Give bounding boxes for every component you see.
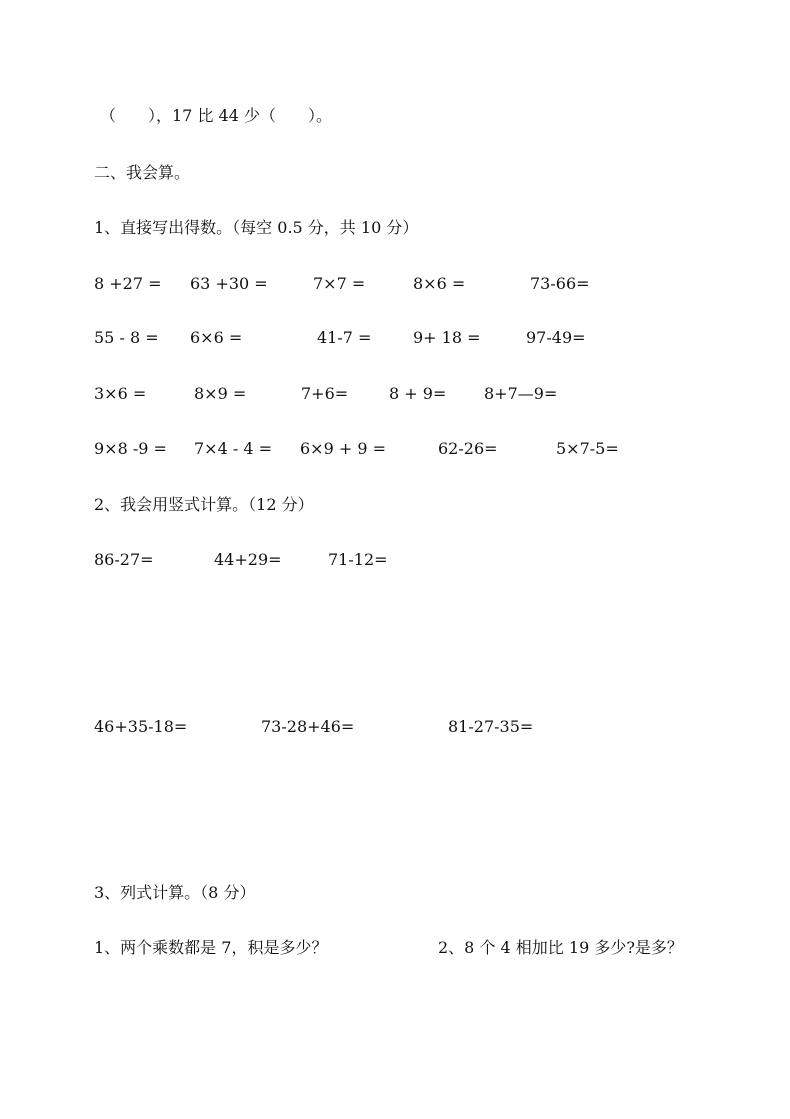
expr-r4-c4: 62-26= bbox=[438, 439, 498, 458]
expr-r2-c1: 55 - 8 = bbox=[94, 328, 159, 347]
part3-title: 3、列式计算。（8 分） bbox=[94, 883, 256, 902]
expr-r2-c2: 6×6 = bbox=[190, 328, 243, 347]
vertical-calc-2: 44+29= bbox=[214, 550, 282, 569]
vertical-calc-3: 71-12= bbox=[328, 550, 388, 569]
expr-r3-c4: 8 + 9= bbox=[389, 384, 447, 403]
expr-r3-c2: 8×9 = bbox=[194, 384, 247, 403]
expr-r4-c2: 7×4 - 4 = bbox=[194, 439, 273, 458]
top-fill-blank-line: （ ），17 比 44 少（ ）。 bbox=[100, 106, 332, 125]
section-heading: 二、我会算。 bbox=[94, 163, 191, 182]
part1-title: 1、直接写出得数。（每空 0.5 分，共 10 分） bbox=[94, 218, 419, 237]
expr-r2-c4: 9+ 18 = bbox=[413, 328, 481, 347]
word-problem-2: 2、8 个 4 相加比 19 多少?是多？ bbox=[438, 938, 683, 957]
word-problem-1: 1、两个乘数都是 7，积是多少？ bbox=[94, 938, 328, 957]
vertical-calc-4: 46+35-18= bbox=[94, 717, 188, 736]
vertical-calc-1: 86-27= bbox=[94, 550, 154, 569]
vertical-calc-6: 81-27-35= bbox=[448, 717, 534, 736]
vertical-calc-5: 73-28+46= bbox=[261, 717, 355, 736]
part2-title: 2、我会用竖式计算。（12 分） bbox=[94, 495, 314, 514]
expr-r3-c1: 3×6 = bbox=[94, 384, 147, 403]
expr-r4-c1: 9×8 -9 = bbox=[94, 439, 167, 458]
expr-r1-c5: 73-66= bbox=[530, 274, 590, 293]
expr-r2-c5: 97-49= bbox=[526, 328, 586, 347]
expr-r1-c3: 7×7 = bbox=[313, 274, 366, 293]
expr-r1-c1: 8 +27 = bbox=[94, 274, 162, 293]
expr-r3-c5: 8+7—9= bbox=[484, 384, 558, 403]
expr-r1-c4: 8×6 = bbox=[413, 274, 466, 293]
expr-r4-c5: 5×7-5= bbox=[556, 439, 619, 458]
expr-r4-c3: 6×9 + 9 = bbox=[300, 439, 387, 458]
expr-r3-c3: 7+6= bbox=[301, 384, 349, 403]
expr-r2-c3: 41-7 = bbox=[317, 328, 372, 347]
expr-r1-c2: 63 +30 = bbox=[190, 274, 268, 293]
